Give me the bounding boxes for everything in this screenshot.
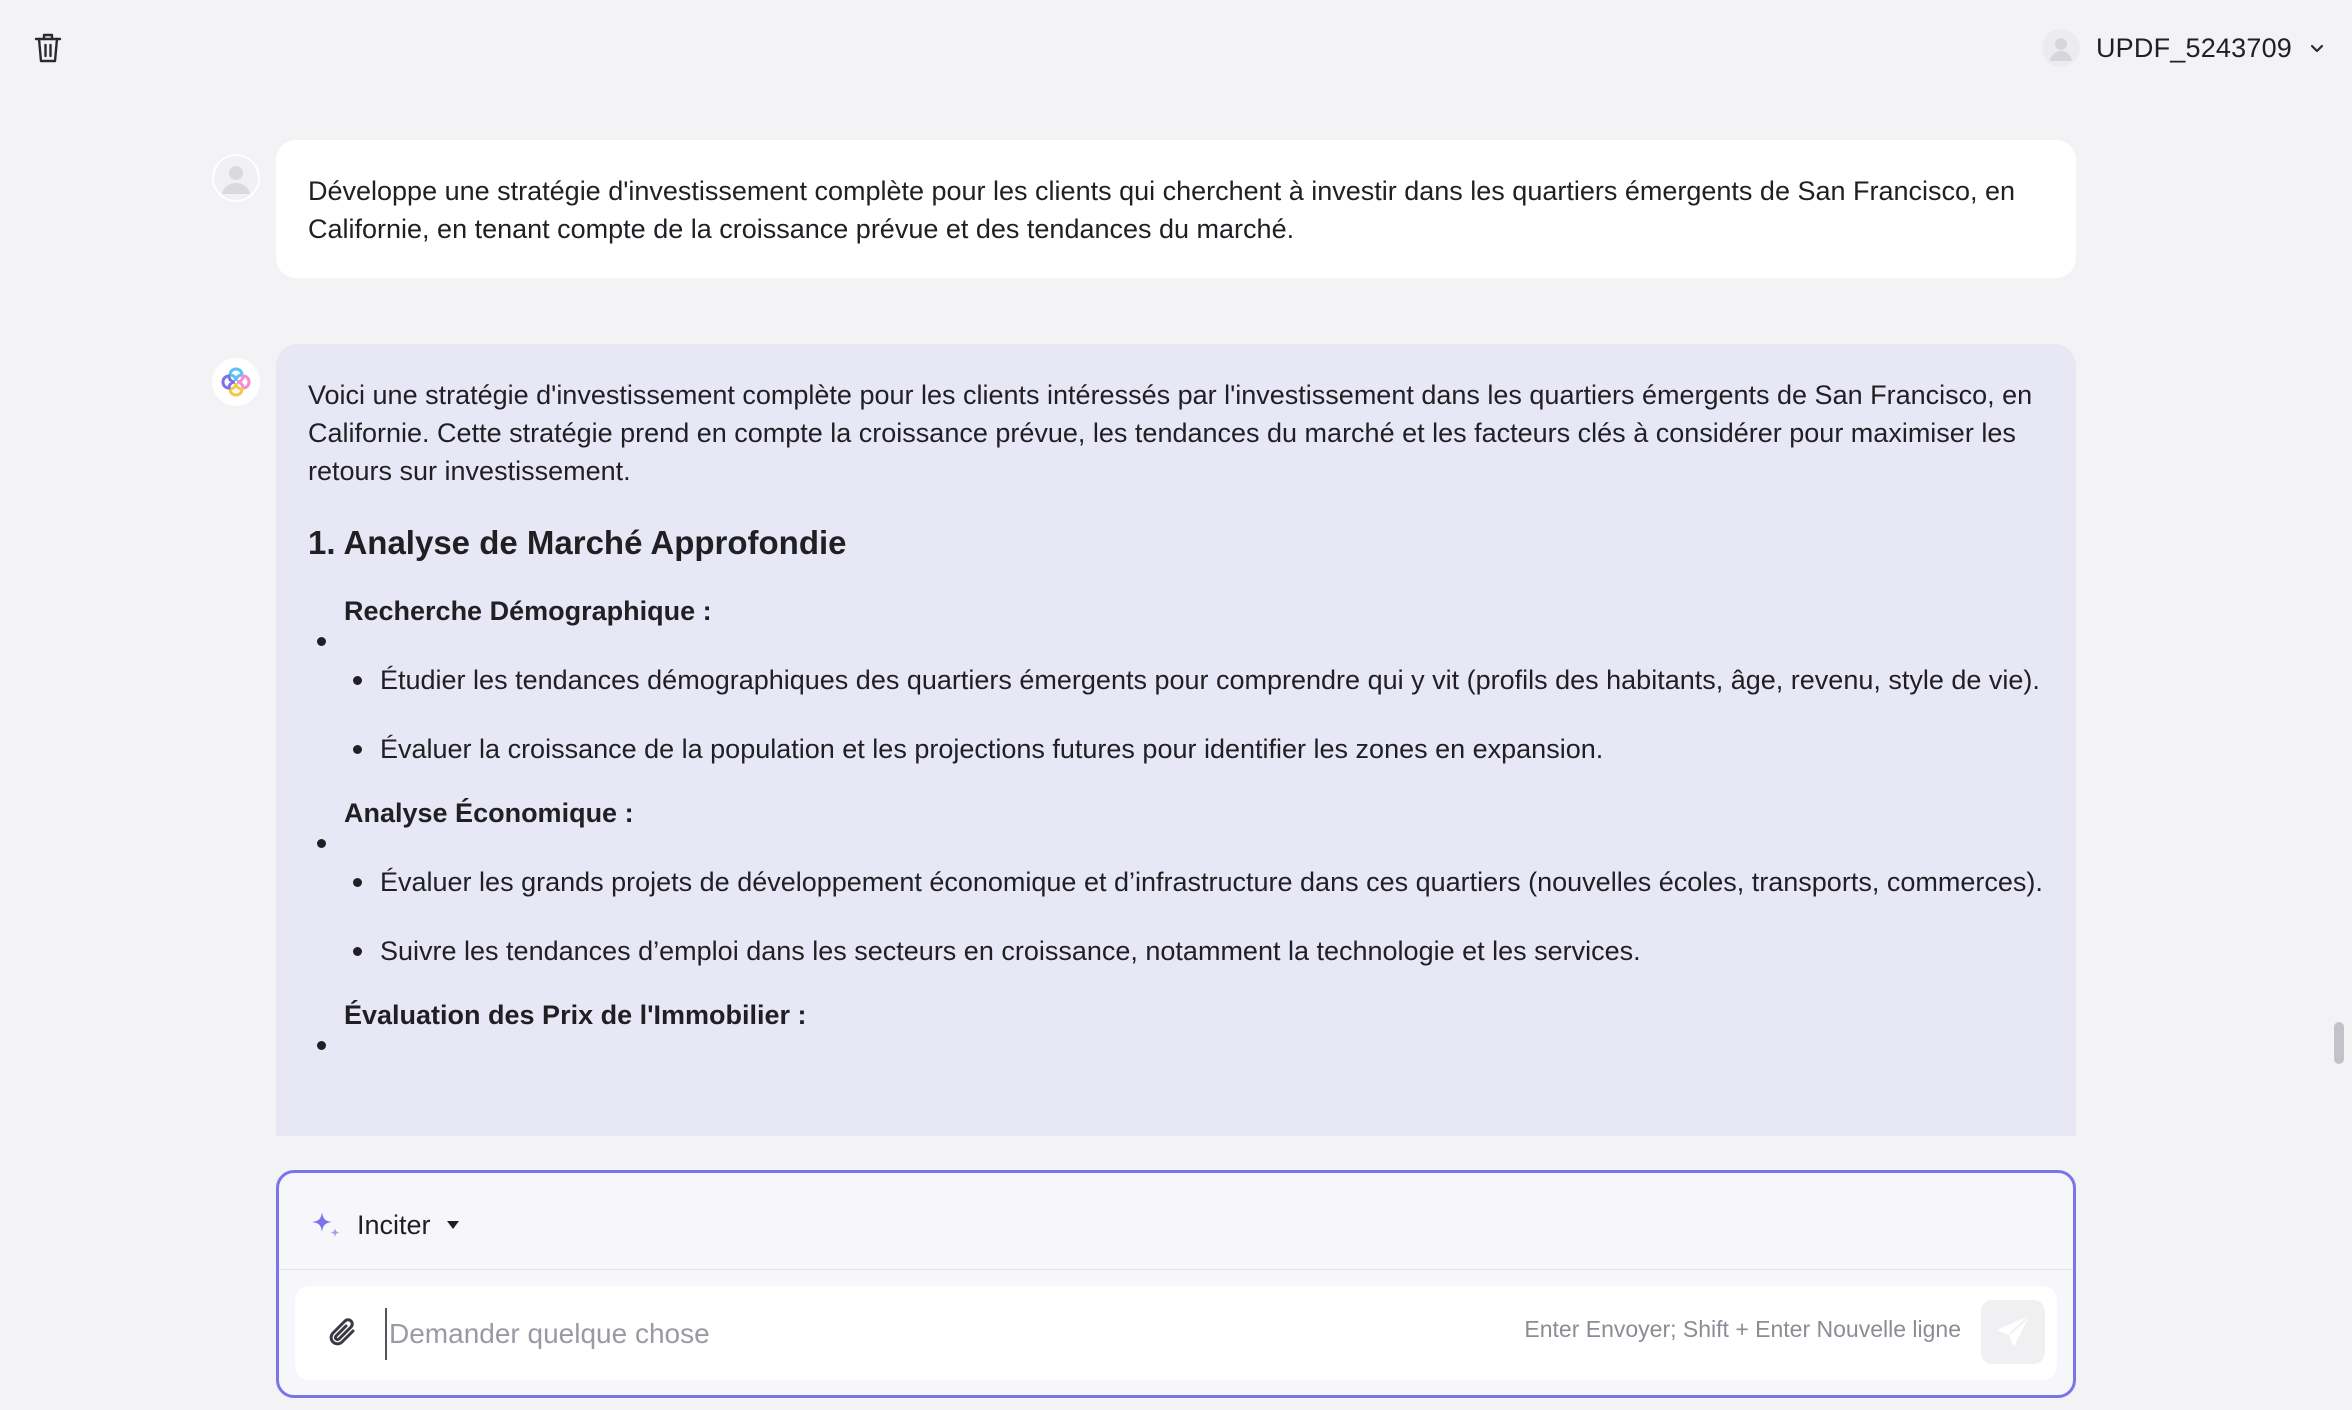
list-item: Évaluer les grands projets de développement économique et d’infrastructure dans ces quartiers (nouvelles écoles, transports, commerces).	[344, 863, 2044, 901]
sparkle-icon	[309, 1208, 343, 1242]
keyboard-hint: Enter Envoyer; Shift + Enter Nouvelle ligne	[1524, 1316, 1961, 1342]
message-input[interactable]	[385, 1308, 1391, 1360]
ai-response-intro: Voici une stratégie d'investissement complète pour les clients intéressés par l'investissement dans les quartiers émergents de San Francisco, en Californie. Cette stratégie prend en compte la croissance prévue, les tendances du marché et les facteurs clés à considérer pour maximiser les retours sur investissement.	[308, 380, 2033, 486]
send-icon	[1996, 1315, 2030, 1349]
user-name: UPDF_5243709	[2095, 32, 2292, 63]
user-message-text: Développe une stratégie d'investissement complète pour les clients qui cherchent à investir dans les quartiers émergents de San Francisco, en Californie, en tenant compte de la croissance prévue et des tendances du marché.	[308, 176, 2016, 244]
user-message-avatar-icon	[212, 154, 260, 202]
prompt-label: Inciter	[357, 1209, 431, 1240]
list-item	[308, 996, 2044, 1034]
ai-assistant-logo-icon	[212, 358, 260, 406]
list-item	[308, 794, 2044, 970]
user-avatar-icon	[2042, 29, 2080, 67]
top-bar	[0, 0, 2352, 96]
chevron-down-icon	[2308, 39, 2326, 57]
list-item-title: Recherche Démographique :	[344, 596, 712, 626]
input-area	[295, 1286, 2057, 1380]
list-item: Suivre les tendances d’emploi dans les secteurs en croissance, notamment la technologie et les services.	[344, 932, 2044, 970]
user-message-bubble	[276, 140, 2076, 278]
caret-down-icon	[447, 1221, 459, 1229]
divider	[279, 1269, 2073, 1270]
user-menu[interactable]	[2042, 28, 2326, 68]
paperclip-icon[interactable]	[323, 1313, 363, 1353]
ai-response-heading: 1. Analyse de Marché Approfondie	[308, 524, 847, 561]
ai-response-list	[308, 592, 2044, 1034]
list-item: Étudier les tendances démographiques des quartiers émergents pour comprendre qui y vit (profils des habitants, âge, revenu, style de vie).	[344, 661, 2044, 699]
ai-response-bubble	[276, 344, 2076, 1136]
prompt-selector[interactable]	[309, 1205, 459, 1245]
scrollbar-thumb[interactable]	[2334, 1022, 2344, 1064]
list-item	[308, 592, 2044, 768]
trash-icon[interactable]	[28, 28, 68, 68]
list-item-title: Analyse Économique :	[344, 798, 634, 828]
list-item-title: Évaluation des Prix de l'Immobilier :	[344, 1000, 807, 1030]
message-composer	[276, 1170, 2076, 1398]
send-button[interactable]	[1981, 1300, 2045, 1364]
list-item: Évaluer la croissance de la population et les projections futures pour identifier les zones en expansion.	[344, 730, 2044, 768]
